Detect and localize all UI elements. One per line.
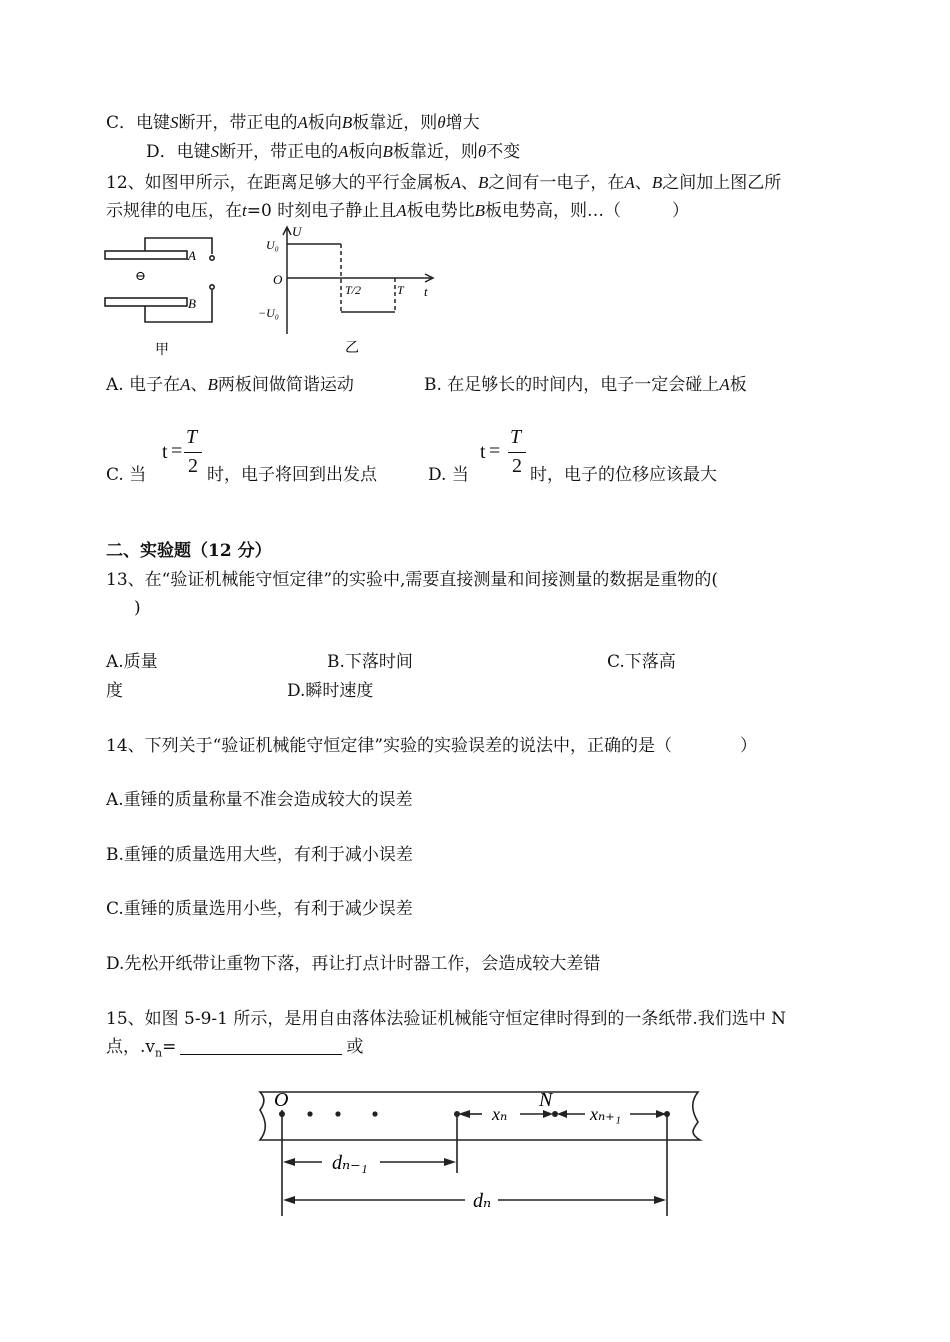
q14-option-c: C.重锤的质量选用小些，有利于减少误差: [106, 899, 413, 919]
tape-label-xn: xₙ: [492, 1104, 508, 1124]
u0-label: U₀: [266, 238, 279, 252]
period-label: T: [397, 283, 404, 297]
q13-stem: 13、在“验证机械能守恒定律”的实验中,需要直接测量和间接测量的数据是重物的(: [106, 570, 719, 590]
q13-option-c: C.下落高: [607, 652, 676, 672]
axis-t-label: t: [424, 284, 428, 299]
answer-blank[interactable]: [180, 1036, 342, 1055]
tape-label-xn1: xₙ₊₁: [590, 1104, 622, 1124]
q13-option-b: B.下落时间: [327, 652, 413, 672]
plate-b-label: B: [188, 296, 196, 311]
q12-option-d-prefix: D. 当: [428, 465, 469, 485]
q13-option-d: D.瞬时速度: [287, 681, 374, 701]
q14-option-d: D.先松开纸带让重物下落，再让打点计时器工作，会造成较大差错: [106, 954, 601, 974]
q12-option-c-eq: =: [171, 440, 183, 462]
q14-option-a: A.重锤的质量称量不准会造成较大的误差: [106, 790, 413, 810]
tape-label-dn: dₙ: [473, 1190, 492, 1212]
q15-answer-line: 点，$.v_n=$ 或: [106, 1037, 364, 1060]
q11-option-c: C．电键S断开，带正电的A板向B板靠近，则θ增大: [106, 113, 480, 133]
q13-option-a: A.质量: [106, 652, 158, 672]
plate-a-label: A: [188, 248, 196, 263]
figure-jia-caption: 甲: [155, 343, 169, 358]
electron-symbol: ⊖: [135, 268, 146, 283]
q12-option-d-text: 时，电子的位移应该最大: [530, 465, 717, 485]
figure-yi-voltage-graph: [252, 222, 442, 362]
axis-u-label: U: [292, 224, 302, 239]
neg-u0-label: −U₀: [258, 306, 279, 320]
tape-point-n: N: [539, 1089, 553, 1111]
q12-option-c-num: T: [186, 426, 198, 448]
q13-paren: ): [134, 598, 141, 618]
q12-option-d-num: T: [510, 426, 522, 448]
section-2-title: 二、实验题（12 分）: [106, 541, 272, 561]
q15-stem: 15、如图 5-9-1 所示，是用自由落体法验证机械能守恒定律时得到的一条纸带.我们选中 N: [106, 1009, 787, 1029]
q11-option-d: D．电键S断开，带正电的A板向B板靠近，则θ不变: [146, 142, 521, 162]
figure-yi-caption: 乙: [345, 341, 359, 356]
q12-option-c-prefix: C. 当: [106, 465, 147, 485]
origin-label: O: [273, 272, 283, 287]
paper-tape-figure: [240, 1078, 710, 1228]
half-period-label: T/2: [345, 283, 362, 297]
q14-option-b: B.重锤的质量选用大些，有利于减小误差: [106, 845, 413, 865]
figure-jia-plates: [100, 230, 230, 360]
q12-option-d-eq: =: [489, 440, 501, 462]
q14-stem: 14、下列关于“验证机械能守恒定律”实验的实验误差的说法中，正确的是（ ）: [106, 736, 758, 756]
q12-option-d-t: t: [480, 441, 486, 463]
q12-option-c-den: 2: [188, 455, 198, 477]
q12-stem-line2: 示规律的电压，在t=0 时刻电子静止且A板电势比B板电势高，则…（ ）: [106, 201, 689, 221]
q12-option-c-fraction-bar: [184, 452, 202, 453]
q12-stem-line1: 12、如图甲所示，在距离足够大的平行金属板A、B之间有一电子，在A、B之间加上图乙所: [106, 173, 782, 193]
tape-point-o: O: [274, 1089, 289, 1111]
q12-option-d-fraction-bar: [508, 452, 526, 453]
q12-option-c-t: t: [162, 441, 168, 463]
q13-option-c-continued: 度: [106, 681, 123, 701]
tape-label-dn1: dₙ₋₁: [332, 1152, 368, 1174]
q12-option-b: B. 在足够长的时间内，电子一定会碰上A板: [424, 375, 747, 395]
q12-option-c-text: 时，电子将回到出发点: [207, 465, 377, 485]
q12-option-d-den: 2: [512, 455, 522, 477]
q12-option-a: A. 电子在A、B两板间做简谐运动: [106, 375, 354, 395]
